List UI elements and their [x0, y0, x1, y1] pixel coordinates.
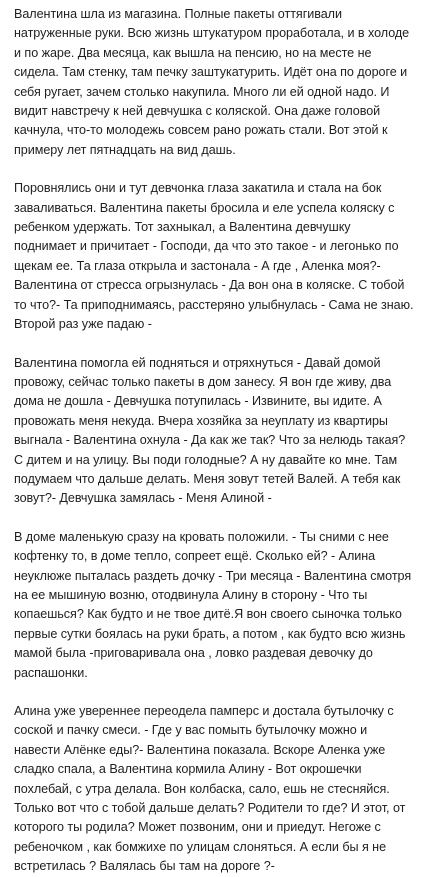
paragraph-2: Поровнялись они и тут девчонка глаза закатила и стала на бок заваливаться. Валентина пакеты бросила и еле успела коляску с ребенком удержать. Тот захныкал, а Валентина девчушку поднимает и причитает - Господи, да что это такое - и легонько по щекам ее. Та глаза открыла и застонала - А где , Аленка моя?- Валентина от стресса огрызнулась - Да вон она в коляске. С тобой то что?- Та приподнимаясь, расстеряно улыбнулась - Сама не знаю. Второй раз уже падаю - [14, 181, 414, 332]
paragraph-1: Валентина шла из магазина. Полные пакеты оттягивали натруженные руки. Всю жизнь штукатуром проработала, и в холоде и по жаре. Два месяца, как вышла на пенсию, но на месте не сидела. Там стенку, там печку заштукатурить. Идёт она по дороге и себя ругает, зачем столько накупила. Много ли ей одной надо. И видит навстречу к ней девчушка с коляской. Она даже головой качнула, что-то молодежь совсем рано рожать стали. Вот этой к примеру лет пятнадцать на вид дашь. [14, 7, 410, 157]
paragraph-3: Валентина помогла ей подняться и отряхнуться - Давай домой провожу, сейчас только пакеты в дом занесу. Я вон где живу, два дома не дошла - Девчушка потупилась - Извините, вы идите. А провожать меня некуда. Вчера хозяйка за неуплату из квартиры выгнала - Валентина охнула - Да как же так? Что за нелюдь такая? С дитем и на улицу. Вы поди голодные? А ну давайте ко мне. Там подумаем что дальше делать. Меня зовут тетей Валей. А тебя как зовут?- Девчушка замялась - Меня Алиной - [14, 355, 406, 506]
paragraph-4: В доме маленькую сразу на кровать положили. - Ты сними с нее кофтенку то, в доме тепло, сопреет ещё. Сколько ей? - Алина неуклюже пыталась раздеть дочку - Три месяца - Валентина смотря на ее мышиную возню, отодвинула Алину в сторону - Что ты копаешься? Как будто и не твое дитё.Я вон своего сыночка только первые сутки боялась на руки брать, а потом , как будто всю жизнь мамой была -приговаривала она , ловко раздевая девочку до распашонки. [14, 529, 412, 680]
paragraph-5: Алина уже увереннее переодела памперс и достала бутылочку с соской и пачку смеси. - Где у вас помыть бутылочку можно и навести Алёнке еды?- Валентина показала. Вскоре Аленка уже сладко спала, а Валентина кормила Алину - Вот окрошечки похлебай, с утра делала. Вон колбаска, сало, ешь не стесняйся. Только вот что с тобой дальше делать? Родители то где? И этот, от которого ты родила? Может позвоним, они и приедут. Негоже с ребеночком , как бомжихе по улицам слоняться. А если бы я не встретилась ? Валялась бы там на дороге ?- [14, 704, 406, 874]
